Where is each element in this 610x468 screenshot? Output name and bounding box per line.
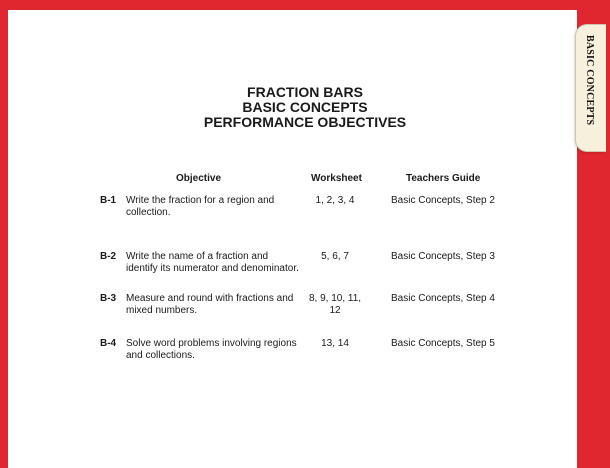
objective-code: B-1 bbox=[100, 195, 117, 206]
teachers-guide-ref: Basic Concepts, Step 2 bbox=[391, 195, 495, 206]
worksheet-numbers: 1, 2, 3, 4 bbox=[315, 195, 355, 206]
objective-text: Write the name of a fraction and identify its numerator and denominator. bbox=[126, 251, 299, 274]
worksheet-numbers: 5, 6, 7 bbox=[321, 251, 349, 262]
objective-text: Measure and round with fractions and mixed numbers. bbox=[126, 293, 294, 316]
objective-code: B-3 bbox=[100, 293, 117, 304]
header-teachers-guide: Teachers Guide bbox=[406, 173, 481, 184]
worksheet-numbers: 13, 14 bbox=[321, 338, 349, 349]
objective-text: Solve word problems involving regions and collections. bbox=[126, 338, 297, 361]
teachers-guide-ref: Basic Concepts, Step 5 bbox=[391, 338, 495, 349]
title-line-2: BASIC CONCEPTS bbox=[242, 99, 368, 115]
objective-code: B-2 bbox=[100, 251, 117, 262]
teachers-guide-ref: Basic Concepts, Step 4 bbox=[391, 293, 495, 304]
title-line-3: PERFORMANCE OBJECTIVES bbox=[203, 114, 407, 130]
header-worksheet: Worksheet bbox=[311, 173, 362, 184]
teachers-guide-ref: Basic Concepts, Step 3 bbox=[391, 251, 495, 262]
folder-edge bbox=[577, 150, 610, 468]
document-page bbox=[8, 10, 577, 468]
header-objective: Objective bbox=[176, 173, 222, 184]
objective-text: Write the fraction for a region and collection. bbox=[126, 195, 275, 218]
section-tab-label: BASIC CONCEPTS bbox=[584, 35, 595, 126]
worksheet-numbers: 8, 9, 10, 11, 12 bbox=[308, 293, 362, 316]
title-line-1: FRACTION BARS bbox=[247, 84, 363, 100]
objective-code: B-4 bbox=[100, 338, 117, 349]
